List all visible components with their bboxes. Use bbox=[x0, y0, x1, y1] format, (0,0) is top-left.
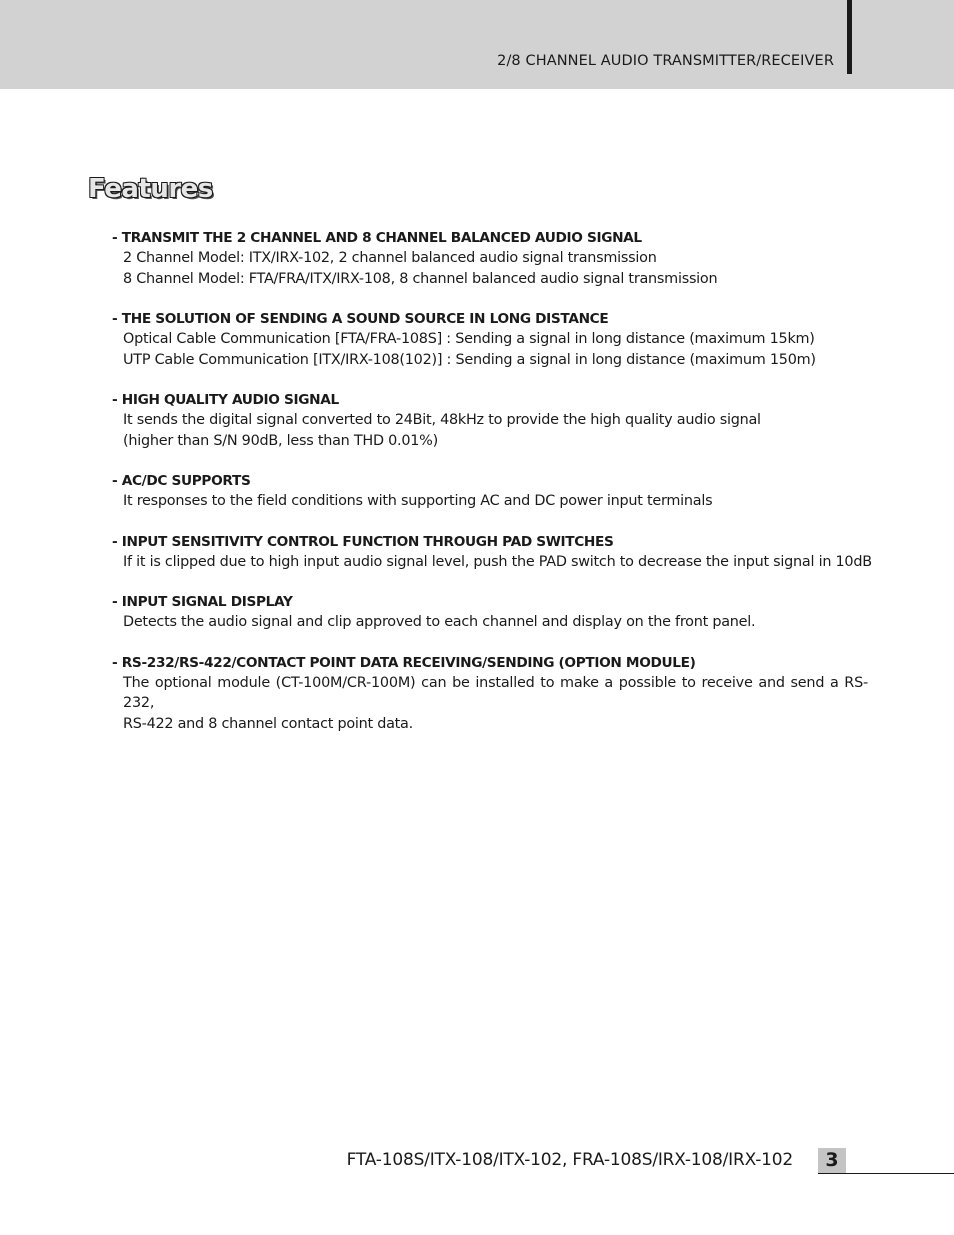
feature-item bbox=[112, 309, 868, 370]
feature-description-line: (higher than S/N 90dB, less than THD 0.01%) bbox=[123, 432, 438, 449]
feature-item bbox=[112, 471, 868, 512]
feature-description-line: It sends the digital signal converted to 24Bit, 48kHz to provide the high quality audio signal bbox=[123, 412, 761, 428]
feature-description-line: Detects the audio signal and clip approved to each channel and display on the front panel. bbox=[123, 614, 756, 630]
feature-description-line: It responses to the field conditions with supporting AC and DC power input terminals bbox=[123, 493, 713, 509]
feature-item bbox=[112, 228, 868, 289]
feature-item bbox=[112, 653, 868, 735]
feature-description-line: UTP Cable Communication [ITX/IRX-108(102)] : Sending a signal in long distance (maximum 150m) bbox=[123, 351, 816, 368]
page-number: 3 bbox=[818, 1148, 846, 1173]
footer-model-list: FTA-108S/ITX-108/ITX-102, FRA-108S/IRX-108/IRX-102 bbox=[346, 1150, 793, 1170]
feature-title: - THE SOLUTION OF SENDING A SOUND SOURCE IN LONG DISTANCE bbox=[112, 311, 609, 327]
feature-description-line: The optional module (CT-100M/CR-100M) can be installed to make a possible to receive and send a RS-232, bbox=[123, 674, 868, 711]
header-title: 2/8 CHANNEL AUDIO TRANSMITTER/RECEIVER bbox=[497, 53, 834, 69]
footer-divider bbox=[818, 1173, 954, 1174]
feature-title: - RS-232/RS-422/CONTACT POINT DATA RECEIVING/SENDING (OPTION MODULE) bbox=[112, 654, 696, 671]
feature-item bbox=[112, 592, 868, 633]
header-accent-bar bbox=[847, 0, 852, 74]
page-title: Features bbox=[88, 174, 213, 204]
feature-item bbox=[112, 532, 872, 573]
features-list bbox=[112, 228, 872, 754]
feature-title: - HIGH QUALITY AUDIO SIGNAL bbox=[112, 392, 339, 408]
feature-description-line: Optical Cable Communication [FTA/FRA-108S] : Sending a signal in long distance (maximum 15km) bbox=[123, 331, 815, 347]
header-band bbox=[0, 0, 954, 89]
feature-title: - INPUT SIGNAL DISPLAY bbox=[112, 594, 293, 610]
feature-item bbox=[112, 390, 868, 451]
feature-description-line: 2 Channel Model: ITX/IRX-102, 2 channel balanced audio signal transmission bbox=[123, 250, 657, 266]
feature-description-line: RS-422 and 8 channel contact point data. bbox=[123, 715, 413, 732]
feature-title: - INPUT SENSITIVITY CONTROL FUNCTION THROUGH PAD SWITCHES bbox=[112, 533, 614, 550]
feature-description-line: 8 Channel Model: FTA/FRA/ITX/IRX-108, 8 channel balanced audio signal transmission bbox=[123, 270, 718, 287]
feature-title: - AC/DC SUPPORTS bbox=[112, 473, 251, 489]
feature-description-line: If it is clipped due to high input audio signal level, push the PAD switch to decrease the input signal in 10dB bbox=[123, 553, 872, 570]
feature-title: - TRANSMIT THE 2 CHANNEL AND 8 CHANNEL BALANCED AUDIO SIGNAL bbox=[112, 230, 642, 246]
